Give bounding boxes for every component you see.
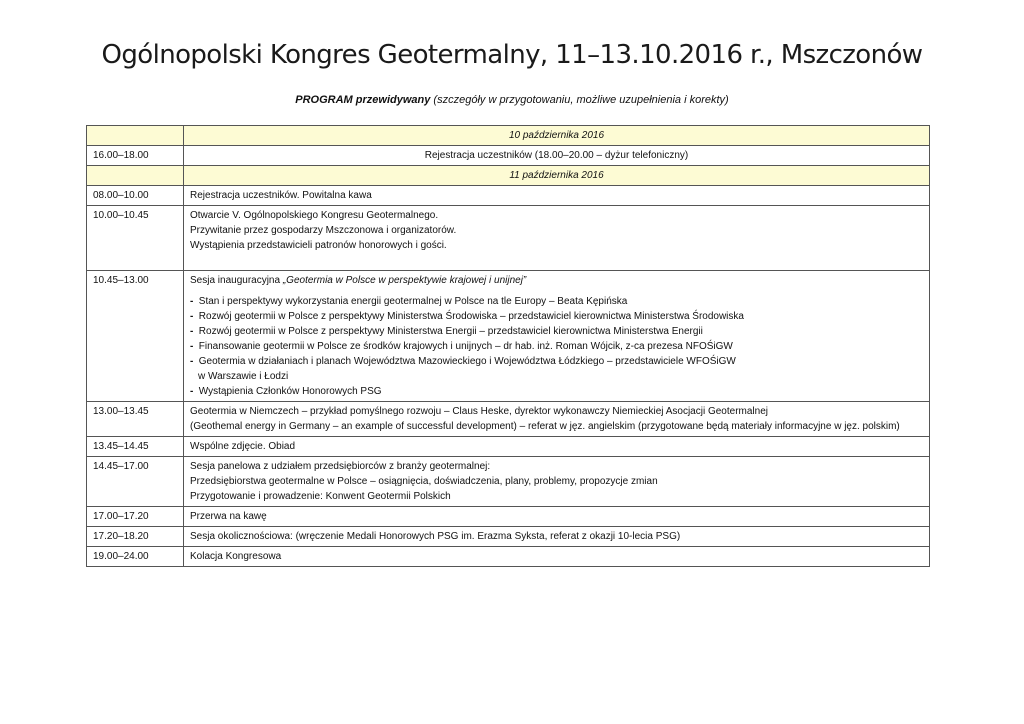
program-subtitle xyxy=(0,94,1024,106)
description-line: Sesja panelowa z udziałem przedsiębiorców z branży geotermalnej: xyxy=(190,461,491,472)
table-row xyxy=(87,402,930,437)
time-cell: 13.00–13.45 xyxy=(87,402,184,437)
description-line: Przywitanie przez gospodarzy Mszczonowa i organizatorów. xyxy=(190,225,457,236)
time-cell: 17.00–17.20 xyxy=(87,507,184,527)
table-row xyxy=(87,527,930,547)
list-item-text: Finansowanie geotermii w Polsce ze środków krajowych i unijnych – dr hab. inż. Roman Wójcik, z-ca prezesa NFOŚiGW xyxy=(198,341,733,352)
description-cell: Wspólne zdjęcie. Obiad xyxy=(184,437,930,457)
description-line: Wystąpienia przedstawicieli patronów honorowych i gości. xyxy=(190,240,447,251)
description-cell xyxy=(184,206,930,271)
description-cell: Rejestracja uczestników. Powitalna kawa xyxy=(184,186,930,206)
list-item xyxy=(190,354,923,369)
list-item-text: Geotermia w działaniach i planach Województwa Mazowieckiego i Województwa Łódzkiego – przedstawiciele WFOŚiGW xyxy=(198,356,736,367)
description-line: Otwarcie V. Ogólnopolskiego Kongresu Geotermalnego. xyxy=(190,210,439,221)
session-intro-label: Sesja inauguracyjna xyxy=(190,275,283,286)
bullet-dash: - xyxy=(190,296,194,307)
list-item-text: Wystąpienia Członków Honorowych PSG xyxy=(198,386,382,397)
description-line: Przygotowanie i prowadzenie: Konwent Geotermii Polskich xyxy=(190,491,451,502)
table-row xyxy=(87,186,930,206)
day-header-empty xyxy=(87,126,184,146)
list-item-text: Rozwój geotermii w Polsce z perspektywy Ministerstwa Energii – przedstawiciel kierownictwa Ministerstwa Energii xyxy=(198,326,703,337)
day-label: 10 października 2016 xyxy=(184,126,930,146)
bullet-dash: - xyxy=(190,311,194,322)
description-cell: Przerwa na kawę xyxy=(184,507,930,527)
list-item xyxy=(190,294,923,309)
page-title: Ogólnopolski Kongres Geotermalny, 11–13.10.2016 r., Mszczonów xyxy=(101,40,923,70)
description-cell xyxy=(184,402,930,437)
bullet-dash: - xyxy=(190,356,194,367)
session-title: „Geotermia w Polsce w perspektywie krajowej i unijnej” xyxy=(282,275,527,286)
table-row xyxy=(87,507,930,527)
program-table xyxy=(86,125,930,567)
description-cell: Kolacja Kongresowa xyxy=(184,547,930,567)
bullet-dash: - xyxy=(190,386,194,397)
day-label: 11 października 2016 xyxy=(184,166,930,186)
day-header-row xyxy=(87,126,930,146)
time-cell: 14.45–17.00 xyxy=(87,457,184,507)
table-row xyxy=(87,271,930,402)
bullet-dash: - xyxy=(190,326,194,337)
time-cell: 16.00–18.00 xyxy=(87,146,184,166)
description-cell: Rejestracja uczestników (18.00–20.00 – dyżur telefoniczny) xyxy=(184,146,930,166)
day-header-row xyxy=(87,166,930,186)
time-cell: 13.45–14.45 xyxy=(87,437,184,457)
description-cell xyxy=(184,457,930,507)
time-cell: 19.00–24.00 xyxy=(87,547,184,567)
list-item xyxy=(190,309,923,324)
day-header-empty xyxy=(87,166,184,186)
time-cell: 10.45–13.00 xyxy=(87,271,184,402)
table-row xyxy=(87,437,930,457)
time-cell: 08.00–10.00 xyxy=(87,186,184,206)
subtitle-note: (szczegóły w przygotowaniu, możliwe uzupełnienia i korekty) xyxy=(433,94,729,106)
subtitle-strong: PROGRAM przewidywany xyxy=(295,94,431,106)
description-line: (Geothemal energy in Germany – an example of successful development) – referat w jęz. angielskim (przygotowane będą materiały informacyjne w jęz. polskim) xyxy=(190,421,900,432)
list-item xyxy=(190,324,923,339)
list-item-text: Stan i perspektywy wykorzystania energii geotermalnej w Polsce na tle Europy – Beata Kępińska xyxy=(198,296,628,307)
bullet-dash: - xyxy=(190,341,194,352)
table-row xyxy=(87,457,930,507)
session-intro xyxy=(190,273,923,288)
list-item-text: Rozwój geotermii w Polsce z perspektywy Ministerstwa Środowiska – przedstawiciel kierownictwa Ministerstwa Środowiska xyxy=(198,311,744,322)
table-row xyxy=(87,146,930,166)
list-item-continuation: w Warszawie i Łodzi xyxy=(198,371,289,382)
table-row xyxy=(87,547,930,567)
list-item xyxy=(190,339,923,354)
description-line: Geotermia w Niemczech – przykład pomyślnego rozwoju – Claus Heske, dyrektor wykonawczy Niemieckiej Asocjacji Geotermalnej xyxy=(190,406,768,417)
time-cell: 10.00–10.45 xyxy=(87,206,184,271)
description-cell: Sesja okolicznościowa: (wręczenie Medali Honorowych PSG im. Erazma Syksta, referat z okazji 10-lecia PSG) xyxy=(184,527,930,547)
table-row xyxy=(87,206,930,271)
description-cell xyxy=(184,271,930,402)
description-line: Przedsiębiorstwa geotermalne w Polsce – osiągnięcia, doświadczenia, plany, problemy, propozycje zmian xyxy=(190,476,658,487)
time-cell: 17.20–18.20 xyxy=(87,527,184,547)
list-item xyxy=(190,384,923,399)
